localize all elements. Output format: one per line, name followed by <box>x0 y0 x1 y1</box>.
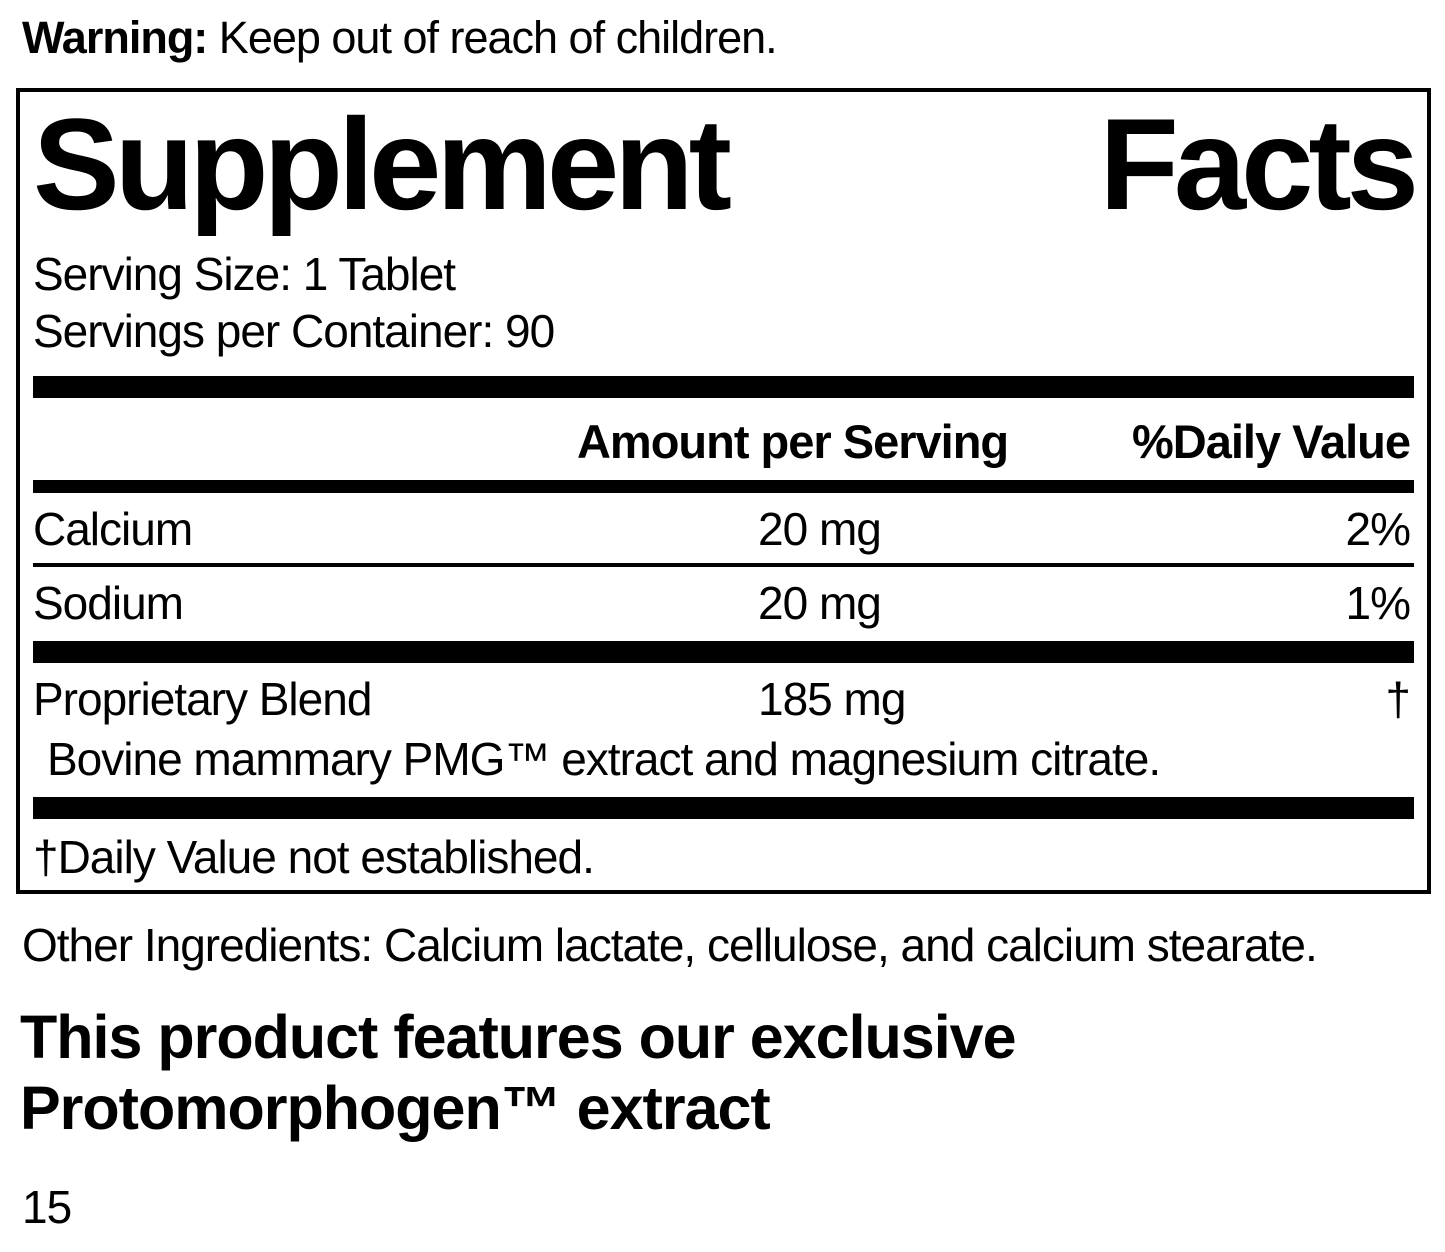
panel-title-word2: Facts <box>1099 91 1414 237</box>
table-row-sodium <box>33 567 1414 637</box>
daily-value-footnote: †Daily Value not established. <box>33 830 594 883</box>
nutrient-amount: 20 mg <box>758 502 881 555</box>
separator-bar-mid <box>33 641 1414 663</box>
nutrient-name: Calcium <box>33 502 193 555</box>
table-row-proprietary-blend <box>33 663 1414 733</box>
feature-note-line1: This product features our exclusive <box>20 1003 1016 1071</box>
warning-label: Warning: <box>22 12 208 63</box>
blend-description: Bovine mammary PMG™ extract and magnesium citrate. <box>47 732 1161 785</box>
table-row-calcium <box>33 493 1414 563</box>
servings-per-container: Servings per Container: 90 <box>33 304 555 357</box>
nutrient-amount: 20 mg <box>758 576 881 629</box>
panel-title <box>33 91 1414 237</box>
daily-value-header: %Daily Value <box>1132 414 1410 468</box>
column-header-row <box>33 398 1414 468</box>
page-number: 15 <box>22 1181 72 1233</box>
panel-title-word1: Supplement <box>33 91 727 237</box>
other-ingredients: Other Ingredients: Calcium lactate, cellulose, and calcium stearate. <box>22 919 1317 971</box>
nutrient-name: Sodium <box>33 576 183 629</box>
warning-line <box>22 12 777 64</box>
amount-per-serving-header: Amount per Serving <box>576 414 1009 468</box>
separator-bar-bottom <box>33 797 1414 819</box>
blend-name: Proprietary Blend <box>33 672 372 725</box>
feature-note-line2: Protomorphogen™ extract <box>20 1074 770 1143</box>
blend-daily-value: † <box>1385 672 1410 725</box>
separator-bar-top <box>33 376 1414 398</box>
serving-size: Serving Size: 1 Tablet <box>33 247 456 300</box>
warning-text: Keep out of reach of children. <box>207 12 777 63</box>
feature-note <box>20 1002 1016 1145</box>
nutrient-daily-value: 1% <box>1345 576 1410 629</box>
blend-amount: 185 mg <box>758 672 906 725</box>
nutrient-daily-value: 2% <box>1345 502 1410 555</box>
supplement-facts-panel <box>16 88 1431 894</box>
separator-bar-header <box>33 480 1414 493</box>
